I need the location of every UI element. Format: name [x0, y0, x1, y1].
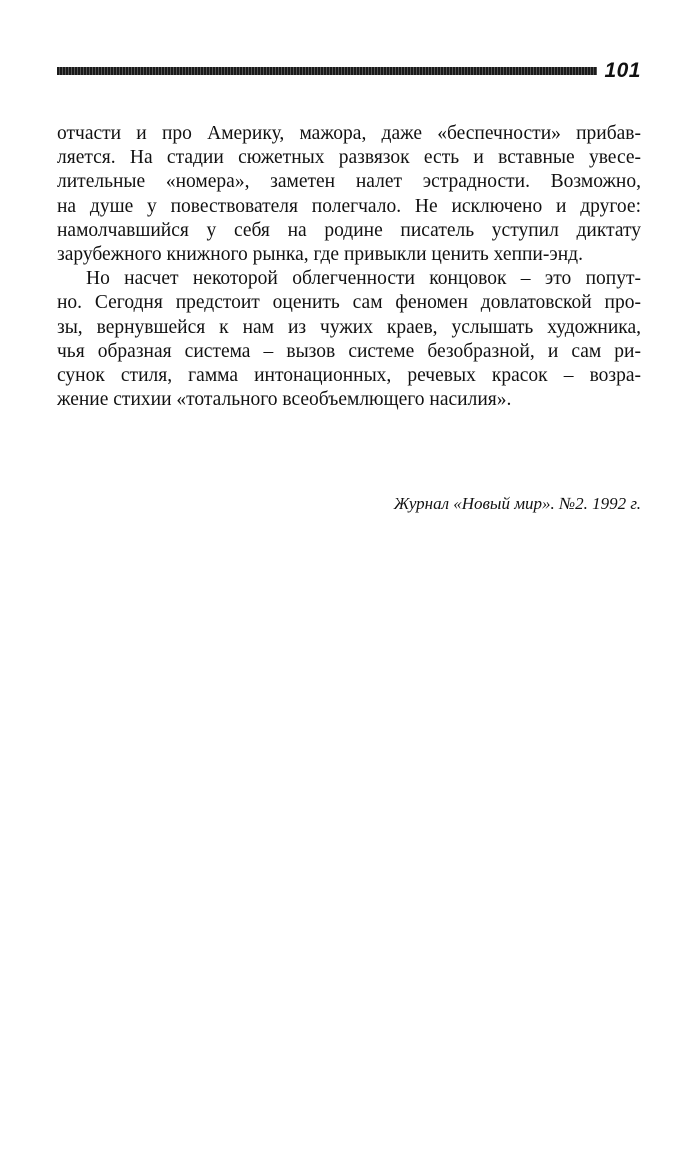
header-rule: [57, 67, 597, 75]
source-citation: Журнал «Новый мир». №2. 1992 г.: [393, 494, 641, 513]
text-line: отчасти и про Америку, мажора, даже «беспечности» прибав-: [57, 123, 641, 144]
text-line: жение стихии «тотального всеобъемлющего насилия».: [57, 389, 512, 411]
paragraph: [57, 267, 641, 412]
page-number: 101: [604, 59, 641, 82]
text-line: Но насчет некоторой облегченности концовок – это попут-: [86, 268, 641, 290]
text-line: зарубежного книжного рынка, где привыкли ценить хеппи-энд.: [57, 244, 583, 266]
text-line: намолчавшийся у себя на родине писатель уступил диктату: [57, 219, 641, 241]
text-line: зы, вернувшейся к нам из чужих краев, услышать художника,: [57, 316, 641, 338]
text-line: но. Сегодня предстоит оценить сам феномен довлатовской про-: [57, 292, 641, 314]
text-line: сунок стиля, гамма интонационных, речевых красок – возра-: [57, 365, 641, 387]
text-line: на душе у повествователя полегчало. Не исключено и другое:: [57, 195, 641, 217]
page-header: [57, 58, 641, 84]
text-line: лительные «номера», заметен налет эстрадности. Возможно,: [57, 171, 641, 193]
paragraph: [57, 122, 641, 267]
article-body: [57, 122, 641, 412]
text-line: чья образная система – вызов системе безобразной, и сам ри-: [57, 340, 641, 362]
text-line: ляется. На стадии сюжетных развязок есть и вставные увесе-: [57, 147, 641, 169]
